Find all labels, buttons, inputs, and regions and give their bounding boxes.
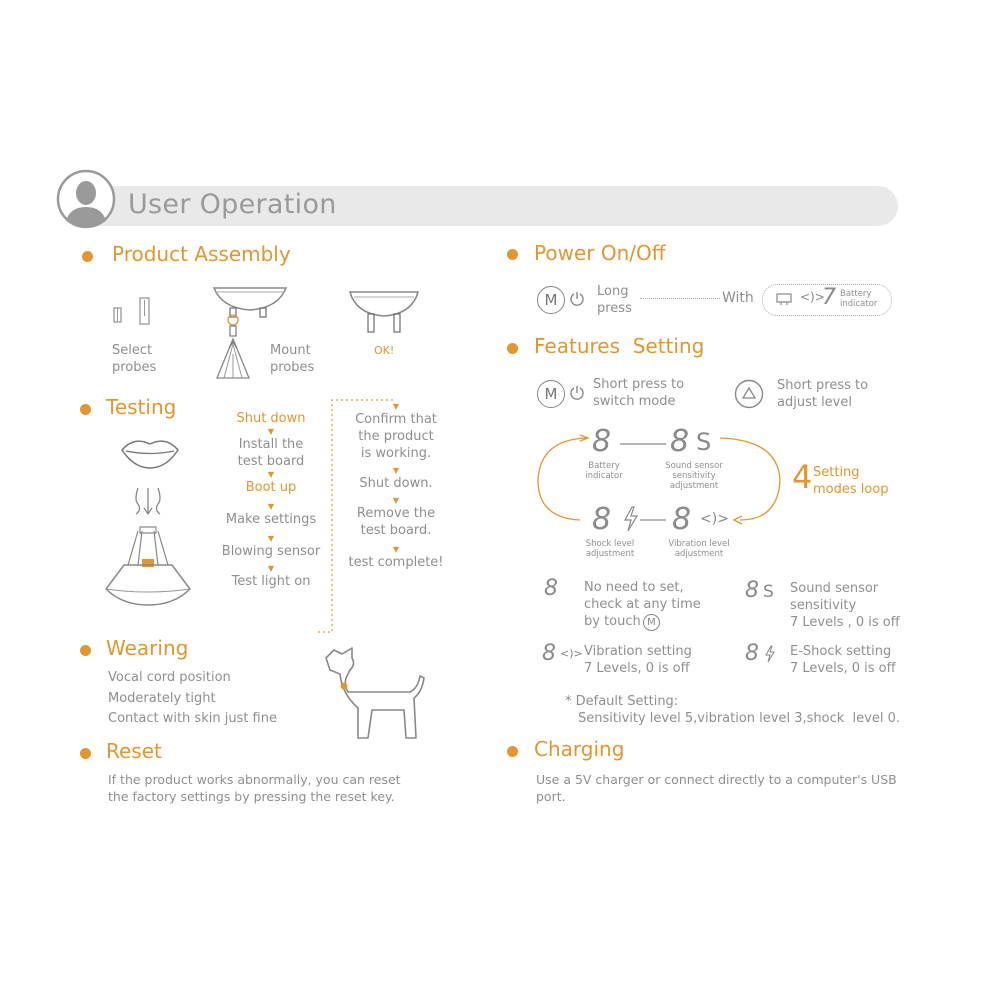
section-title-power: Power On/Off — [534, 241, 666, 265]
step-confirm-working: Confirm that the product is working. — [355, 412, 437, 461]
section-title-features: Features Setting — [534, 334, 705, 358]
step-shut-down: Shut down — [236, 411, 306, 426]
arrow-down-icon: ▼ — [392, 466, 400, 475]
mode-button-icon-small: M — [643, 614, 660, 631]
vibration-mode-digit: 8 — [672, 502, 692, 537]
wearing-text — [108, 668, 277, 730]
testing-left-flow — [218, 410, 324, 590]
arrow-down-icon: ▼ — [392, 402, 400, 411]
dog-icon — [318, 644, 426, 740]
step-remove-test-board: Remove the test board. — [356, 506, 436, 538]
legend-shock-digit: 8 — [745, 641, 759, 666]
testing-right-flow — [344, 402, 448, 571]
sound-mode-s: S — [696, 428, 712, 456]
legend-sound-digit: 8 — [745, 578, 759, 603]
legend-shock-text: E-Shock setting 7 Levels, 0 is off — [790, 644, 896, 676]
bullet-dot — [507, 249, 518, 260]
short-press-level-label: Short press to adjust level — [777, 378, 869, 410]
short-press-mode-label: Short press to switch mode — [593, 377, 685, 409]
dotted-connector — [640, 298, 720, 299]
step-test-light-on: Test light on — [231, 574, 311, 589]
power-icon — [569, 291, 585, 307]
with-label: With — [722, 290, 754, 306]
ok-label: OK! — [374, 344, 395, 357]
mode-button-icon: M — [537, 286, 565, 314]
default-setting-title: * Default Setting: — [565, 694, 679, 709]
arrow-down-icon: ▼ — [392, 496, 400, 505]
loop-count: 4 — [792, 458, 813, 496]
section-title-reset: Reset — [106, 739, 162, 763]
mode-button-icon: M — [537, 380, 565, 408]
step-make-settings: Make settings — [225, 512, 317, 527]
power-icon — [569, 385, 585, 401]
bullet-dot — [80, 645, 91, 656]
wearing-line: Vocal cord position — [108, 670, 231, 685]
arrow-down-icon: ▼ — [267, 427, 275, 436]
battery-mode-digit: 8 — [592, 424, 612, 459]
vibration-mode-label: Vibration level adjustment — [668, 539, 730, 559]
legend-battery-digit: 8 — [544, 576, 558, 601]
test-board-collar-illustration — [104, 525, 192, 607]
page-title: User Operation — [128, 189, 337, 220]
legend-vibration-text: Vibration setting 7 Levels, 0 is off — [584, 644, 692, 676]
lightning-icon — [622, 506, 640, 532]
long-press-label: Long press — [597, 284, 632, 316]
arrow-down-icon: ▼ — [392, 545, 400, 554]
legend-vibration-digit: 8 — [542, 641, 556, 666]
vibration-icon: <)> — [560, 647, 583, 660]
wearing-line: Moderately tight — [108, 690, 216, 706]
bullet-dot — [507, 746, 518, 757]
section-title-charging: Charging — [534, 737, 625, 761]
step-install-test-board: Install the test board — [237, 437, 305, 469]
vibration-icon: <)> — [700, 511, 729, 527]
assembled-collar-icon — [348, 290, 420, 338]
section-title-testing: Testing — [106, 395, 177, 419]
airflow-icon — [130, 486, 166, 516]
battery-indicator-label: Battery indicator — [840, 289, 878, 309]
legend-sound-text: Sound sensor sensitivity 7 Levels , 0 is off — [790, 581, 900, 630]
step-boot-up: Boot up — [245, 480, 297, 495]
legend-sound-s: S — [763, 582, 774, 602]
bullet-dot — [82, 251, 93, 262]
lightning-icon — [764, 645, 776, 663]
arrow-down-icon: ▼ — [267, 502, 275, 511]
mount-probes-label: Mount probes — [270, 343, 315, 375]
user-avatar-icon — [56, 169, 116, 229]
wearing-line: Contact with skin just fine — [108, 711, 277, 726]
arrow-down-icon: ▼ — [267, 470, 275, 479]
section-title-wearing: Wearing — [106, 636, 189, 660]
step-test-complete: test complete! — [348, 555, 444, 570]
sound-mode-label: Sound sensor sensitivity adjustment — [665, 461, 723, 491]
battery-digit: 7 — [822, 285, 836, 310]
bullet-dot — [80, 748, 91, 759]
section-title-assembly: Product Assembly — [112, 242, 291, 266]
vibration-icon: <)> — [800, 290, 825, 304]
reset-text: If the product works abnormally, you can reset the factory settings by pressing the reset key. — [108, 772, 401, 804]
up-button-icon — [734, 379, 764, 409]
bullet-dot — [507, 343, 518, 354]
probes-icon — [110, 296, 156, 328]
battery-mode-label: Battery indicator — [585, 461, 623, 481]
charging-text: Use a 5V charger or connect directly to a computer's USB port. — [536, 772, 897, 804]
loop-text: Setting modes loop — [813, 465, 889, 497]
shock-mode-label: Shock level adjustment — [585, 539, 635, 559]
sound-mode-digit: 8 — [670, 424, 690, 459]
arrow-down-icon: ▼ — [267, 534, 275, 543]
step-blowing-sensor: Blowing sensor — [221, 544, 321, 559]
select-probes-label: Select probes — [112, 343, 157, 375]
arrow-down-icon: ▼ — [267, 564, 275, 573]
shock-mode-digit: 8 — [592, 502, 612, 537]
step-shut-down-2: Shut down. — [359, 476, 433, 491]
default-setting-text: Sensitivity level 5,vibration level 3,shock level 0. — [578, 711, 900, 726]
shock-mode-icon — [776, 292, 792, 306]
bullet-dot — [80, 404, 91, 415]
legend-battery-text: No need to set, check at any time by touch — [584, 580, 701, 629]
lips-icon — [118, 432, 182, 472]
